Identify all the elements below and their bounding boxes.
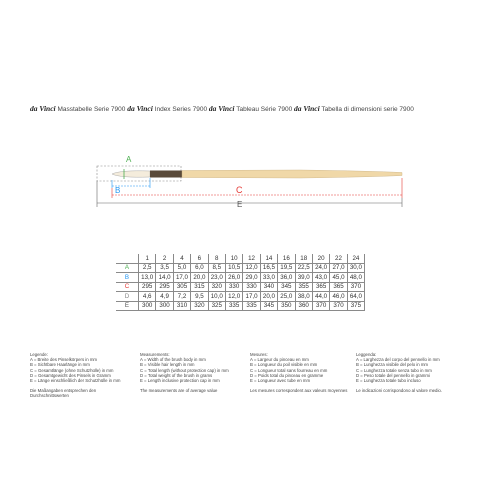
table-row [116, 301, 365, 311]
legend-note: Les mesures correspondent aux valeurs moyennes [250, 388, 348, 394]
legend-note: Le indicazioni corrispondono al valore medio. [356, 388, 442, 394]
table-cell: 325 [208, 301, 225, 311]
legend-line: D = Total weight of the brush in grams [140, 372, 213, 378]
title-en: Index Series 7900 [154, 106, 208, 113]
table-cell: 20,0 [191, 273, 208, 283]
table-cell: 305 [173, 282, 190, 292]
table-cell: 44,0 [312, 292, 329, 302]
table-cell: 27,0 [330, 263, 347, 273]
size-header-row [116, 254, 365, 263]
table-cell: 350 [278, 301, 295, 311]
row-label: D [116, 292, 139, 302]
legend-line: D = Peso totale del pennello in grammi [356, 372, 430, 378]
size-header-cell: 8 [208, 254, 225, 263]
table-cell: 39,0 [295, 273, 312, 283]
table-cell: 26,0 [225, 273, 242, 283]
legend-line: E = Longueur avec tube en mm [250, 378, 311, 384]
size-header-cell: 12 [243, 254, 260, 263]
table-cell: 10,0 [208, 292, 225, 302]
size-header-cell: 6 [191, 254, 208, 263]
table-cell: 330 [243, 282, 260, 292]
size-header-cell: 20 [312, 254, 329, 263]
table-cell: 64,0 [347, 292, 364, 302]
table-cell: 365 [312, 282, 329, 292]
legend-line: D = Poids total du pinceau en gramme [250, 372, 324, 378]
table-cell: 22,5 [295, 263, 312, 273]
size-header-cell: 1 [139, 254, 156, 263]
table-cell: 13,0 [139, 273, 156, 283]
table-row [116, 292, 365, 302]
table-cell: 12,0 [243, 263, 260, 273]
table-cell: 9,5 [191, 292, 208, 302]
table-cell: 360 [295, 301, 312, 311]
table-cell: 5,0 [173, 263, 190, 273]
table-cell: 370 [330, 301, 347, 311]
legend-line: C = Gesamtlänge (ohne Schutzhülle) in mm [30, 367, 114, 373]
legend-line: A = Larghezza del corpo del pennello in mm [356, 357, 440, 363]
brand-logo: da Vinci [30, 104, 56, 113]
legend-line: C = Total length (without protection cap) in mm [140, 367, 229, 373]
table-cell: 24,0 [312, 263, 329, 273]
table-cell: 46,0 [330, 292, 347, 302]
size-header-cell: 14 [260, 254, 277, 263]
table-cell: 370 [347, 282, 364, 292]
dim-c-label: C [236, 185, 243, 195]
table-cell: 340 [260, 282, 277, 292]
table-cell: 30,0 [347, 263, 364, 273]
legend [30, 352, 470, 412]
legend-line: B = Visible hair length in mm [140, 362, 195, 368]
brush-bristles [112, 171, 150, 177]
dim-b-label: B [115, 186, 121, 195]
brand-logo: da Vinci [294, 104, 320, 113]
brush-ferrule [150, 171, 182, 178]
legend-line: A = Breite des Pinselkörpers in mm [30, 357, 97, 363]
table-cell: 19,5 [278, 263, 295, 273]
table-cell: 375 [347, 301, 364, 311]
table-cell: 7,2 [173, 292, 190, 302]
legend-line: C = Lunghezza totale senza tubo in mm [356, 367, 432, 373]
table-cell: 345 [278, 282, 295, 292]
table-cell: 330 [225, 282, 242, 292]
size-header-cell: 4 [173, 254, 190, 263]
title-row [30, 104, 470, 113]
table-cell: 20,0 [260, 292, 277, 302]
legend-line: B = Lunghezza visibile del pelo in mm [356, 362, 429, 368]
title-fr: Tableau Série 7900 [236, 106, 293, 113]
legend-line: B = Longueur du poil visible en mm [250, 362, 318, 368]
table-cell: 33,0 [260, 273, 277, 283]
title-it: Tabella di dimensioni serie 7900 [321, 106, 414, 113]
size-header-cell: 2 [156, 254, 173, 263]
legend-line: E = Lunghezza totale tubo incluso [356, 378, 421, 384]
table-cell: 8,5 [208, 263, 225, 273]
legend-line: A = Width of the brush body in mm [140, 357, 206, 363]
legend-line: A = Largeur du pinceau en mm [250, 357, 309, 363]
row-label: A [116, 263, 139, 273]
table-cell: 295 [156, 282, 173, 292]
table-cell: 48,0 [347, 273, 364, 283]
table-cell: 320 [191, 301, 208, 311]
table-cell: 300 [156, 301, 173, 311]
row-label: C [116, 282, 139, 292]
dim-e-label: E [237, 200, 243, 209]
table-cell: 43,0 [312, 273, 329, 283]
table-row [116, 273, 365, 283]
table-cell: 310 [173, 301, 190, 311]
table-cell: 3,5 [156, 263, 173, 273]
table-cell: 10,5 [225, 263, 242, 273]
table-cell: 45,0 [330, 273, 347, 283]
row-label: E [116, 301, 139, 311]
size-table-grid [116, 254, 365, 311]
size-header-cell: 24 [347, 254, 364, 263]
table-cell: 370 [312, 301, 329, 311]
legend-line: D = Gesamtgewicht des Pinsels in Gramm [30, 372, 111, 378]
legend-note: Die Maßangaben entsprechen den Durchschnittswerten [30, 388, 97, 399]
size-header-cell: 18 [295, 254, 312, 263]
size-header-cell: 22 [330, 254, 347, 263]
legend-heading: Legende: [30, 352, 48, 357]
table-corner [116, 254, 139, 263]
legend-line: E = Länge einschließlich der Schutzhülle in mm [30, 378, 121, 384]
legend-line: C = Longueur total sans fourreau en mm [250, 367, 328, 373]
table-cell: 25,0 [278, 292, 295, 302]
table-cell: 12,0 [225, 292, 242, 302]
legend-heading: Measurements: [140, 352, 170, 357]
table-cell: 365 [330, 282, 347, 292]
table-cell: 335 [243, 301, 260, 311]
title-de: Masstabelle Serie 7900 [57, 106, 126, 113]
size-table [116, 254, 365, 311]
legend-line: E = Length inclusive protection cap in mm [140, 378, 220, 384]
table-cell: 38,0 [295, 292, 312, 302]
table-cell: 4,9 [156, 292, 173, 302]
table-row [116, 263, 365, 273]
size-header-cell: 16 [278, 254, 295, 263]
legend-note: The measurements are of average value [140, 388, 218, 394]
brush-diagram [0, 150, 500, 210]
table-cell: 335 [225, 301, 242, 311]
row-label: B [116, 273, 139, 283]
table-cell: 23,0 [208, 273, 225, 283]
legend-line: B = Sichtbare Haarlänge in mm [30, 362, 90, 368]
size-table-body [116, 254, 365, 311]
table-cell: 6,0 [191, 263, 208, 273]
brand-logo: da Vinci [127, 104, 153, 113]
table-row [116, 282, 365, 292]
table-cell: 36,0 [278, 273, 295, 283]
brand-logo: da Vinci [208, 104, 235, 113]
table-cell: 355 [295, 282, 312, 292]
legend-heading: Mesures: [250, 352, 268, 357]
dim-a-label: A [126, 155, 132, 164]
table-cell: 4,6 [139, 292, 156, 302]
table-cell: 2,5 [139, 263, 156, 273]
size-header-cell: 10 [225, 254, 242, 263]
table-cell: 345 [260, 301, 277, 311]
table-cell: 17,0 [173, 273, 190, 283]
legend-column-de [30, 352, 130, 399]
table-cell: 300 [139, 301, 156, 311]
table-cell: 29,0 [243, 273, 260, 283]
table-cell: 315 [191, 282, 208, 292]
table-cell: 16,5 [260, 263, 277, 273]
table-cell: 17,0 [243, 292, 260, 302]
legend-column-en [140, 352, 240, 393]
legend-heading: Leggenda: [356, 352, 377, 357]
table-cell: 14,0 [156, 273, 173, 283]
legend-column-it [356, 352, 456, 393]
table-cell: 295 [139, 282, 156, 292]
brush-handle [182, 170, 402, 178]
legend-column-fr [250, 352, 350, 393]
table-cell: 320 [208, 282, 225, 292]
